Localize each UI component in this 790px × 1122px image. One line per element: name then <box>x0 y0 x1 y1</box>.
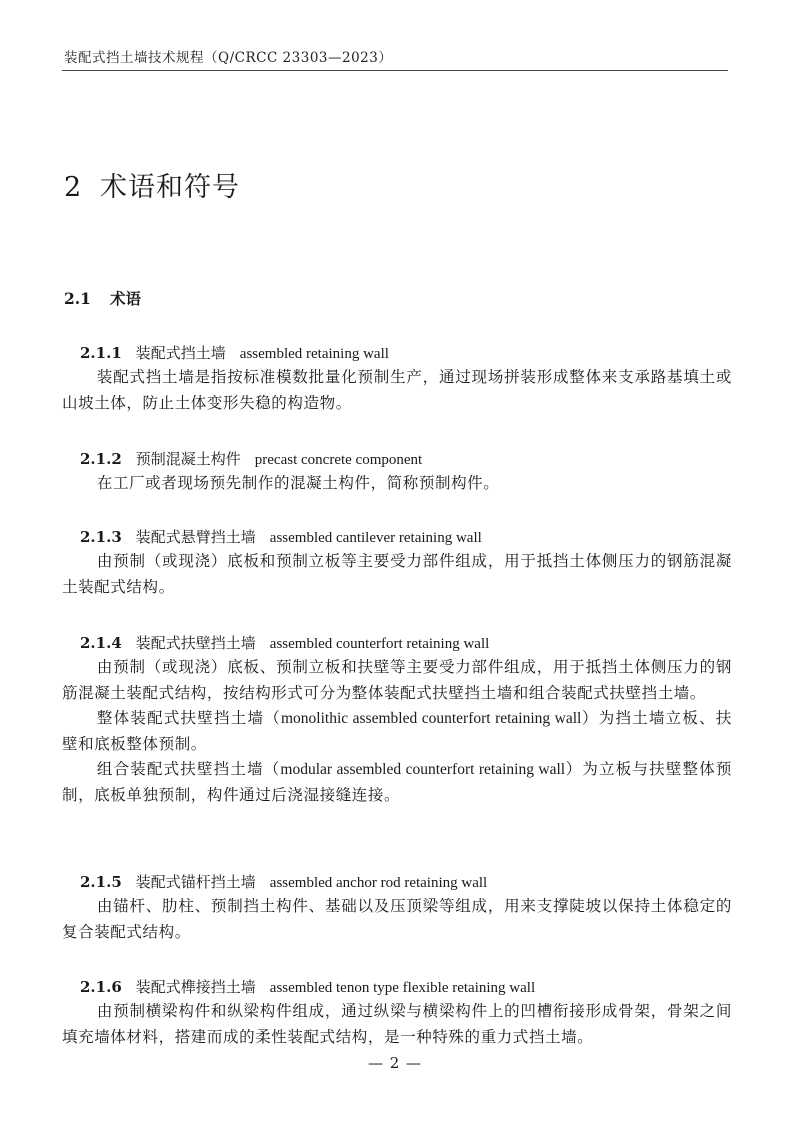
section-title <box>64 288 141 310</box>
section-number: 2.1 <box>64 289 91 308</box>
term-number: 2.1.1 <box>80 344 122 362</box>
note-english-term: modular assembled counterfort retaining wall <box>280 761 566 778</box>
term-number: 2.1.3 <box>80 528 122 546</box>
term-2-1-2 <box>62 448 732 497</box>
term-definition: 由预制横梁构件和纵梁构件组成，通过纵梁与横梁构件上的凹槽衔接形成骨架，骨架之间填充墙体材料，搭建而成的柔性装配式结构，是一种特殊的重力式挡土墙。 <box>62 1002 732 1046</box>
term-heading <box>62 976 732 999</box>
term-english-name: assembled tenon type flexible retaining wall <box>269 980 536 996</box>
term-english-name: precast concrete component <box>254 452 423 468</box>
running-header: 装配式挡土墙技术规程（Q/CRCC 23303—2023） <box>64 50 393 66</box>
term-2-1-4 <box>62 632 732 808</box>
term-2-1-1 <box>62 342 732 416</box>
term-chinese-name: 装配式扶壁挡土墙 <box>135 634 256 652</box>
note-text: ）为挡土墙立板、扶壁和底板整体预制。 <box>62 709 732 753</box>
section-title-text: 术语 <box>110 289 142 308</box>
term-chinese-name: 装配式榫接挡土墙 <box>135 978 256 996</box>
chapter-title <box>64 170 240 206</box>
page-number: — 2 — <box>367 1054 423 1072</box>
term-2-1-3 <box>62 526 732 600</box>
term-chinese-name: 预制混凝土构件 <box>135 450 241 468</box>
chapter-title-text: 术语和符号 <box>100 172 240 203</box>
term-number: 2.1.6 <box>80 978 122 996</box>
term-heading <box>62 871 732 894</box>
term-definition: 由预制（或现浇）底板、预制立板和扶壁等主要受力部件组成，用于抵挡土体侧压力的钢筋混凝土装配式结构，按结构形式可分为整体装配式扶壁挡土墙和组合装配式扶壁挡土墙。 <box>62 658 732 702</box>
note-text: ）为立板与扶壁整体预制，底板单独预制，构件通过后浇湿接缝连接。 <box>62 760 732 804</box>
chapter-number: 2 <box>64 172 83 203</box>
term-chinese-name: 装配式锚杆挡土墙 <box>135 873 256 891</box>
term-note-modular <box>62 757 732 808</box>
term-english-name: assembled counterfort retaining wall <box>269 636 490 652</box>
term-english-name: assembled anchor rod retaining wall <box>269 875 488 891</box>
term-definition: 由预制（或现浇）底板和预制立板等主要受力部件组成，用于抵挡土体侧压力的钢筋混凝土装配式结构。 <box>62 552 732 596</box>
note-text: 组合装配式扶壁挡土墙（ <box>96 760 281 778</box>
term-english-name: assembled cantilever retaining wall <box>269 530 482 546</box>
term-2-1-6 <box>62 976 732 1050</box>
term-definition: 由锚杆、肋柱、预制挡土构件、基础以及压顶梁等组成，用来支撑陡坡以保持土体稳定的复合装配式结构。 <box>62 897 732 941</box>
note-text: 整体装配式扶壁挡土墙（ <box>96 709 281 727</box>
term-chinese-name: 装配式悬臂挡土墙 <box>135 528 256 546</box>
term-number: 2.1.2 <box>80 450 122 468</box>
term-definition: 在工厂或者现场预先制作的混凝土构件，简称预制构件。 <box>96 474 500 492</box>
term-2-1-5 <box>62 871 732 945</box>
term-number: 2.1.4 <box>80 634 122 652</box>
term-heading <box>62 342 732 365</box>
term-definition: 装配式挡土墙是指按标准模数批量化预制生产，通过现场拼装形成整体来支承路基填土或山坡土体，防止土体变形失稳的构造物。 <box>62 368 732 412</box>
term-number: 2.1.5 <box>80 873 122 891</box>
note-english-term: monolithic assembled counterfort retaining wall <box>280 710 582 727</box>
term-heading <box>62 632 732 655</box>
term-english-name: assembled retaining wall <box>239 346 389 362</box>
term-note-monolithic <box>62 706 732 757</box>
term-chinese-name: 装配式挡土墙 <box>135 344 226 362</box>
term-heading <box>62 448 732 471</box>
header-rule <box>62 70 728 71</box>
term-heading <box>62 526 732 549</box>
